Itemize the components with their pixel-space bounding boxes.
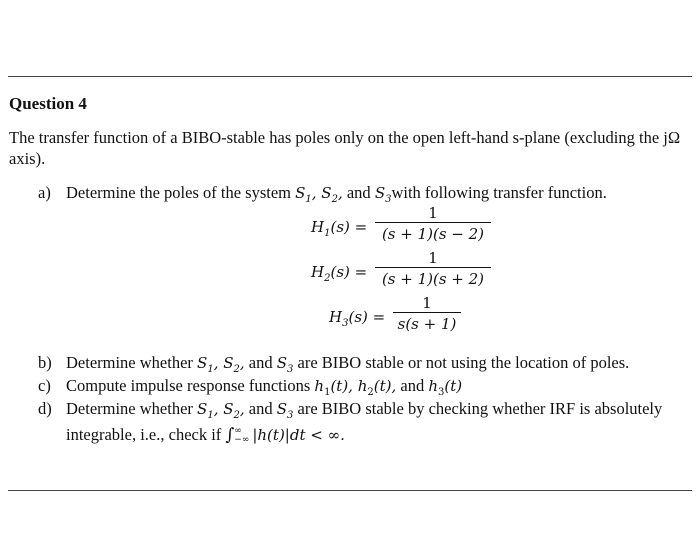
question-title: Question 4 — [9, 94, 87, 113]
part-d-continuation-line — [66, 424, 345, 446]
equation-h2-denominator: (s + 1)(s + 2) — [381, 270, 485, 288]
part-c-lead: Compute impulse response functions — [66, 376, 311, 395]
part-d-systems: $S_1$, $S_2$, — [197, 400, 245, 421]
equation-h1-numerator: 1 — [428, 204, 438, 222]
part-d-text: Determine whether $S_1$, $S_2$, and $S_3$ are BIBO stable by checking whether IRF is absolutely — [66, 399, 663, 421]
part-b-text: Determine whether $S_1$, $S_2$, and $S_3$ are BIBO stable or not using the location of poles. — [66, 353, 630, 375]
equation-h2-fraction — [375, 249, 491, 289]
part-d-continuation: integrable, i.e., check if — [66, 425, 222, 444]
part-d-tail: are BIBO stable by checking whether IRF is absolutely — [297, 399, 663, 418]
part-a-systems: $S_1$, $S_2$, — [295, 184, 343, 205]
equation-h1-denominator: (s + 1)(s − 2) — [381, 225, 485, 243]
equation-h2-lhs: $H_2(s)$ = — [311, 263, 368, 284]
equation-h2-numerator: 1 — [428, 249, 438, 267]
part-b-marker: b) — [38, 353, 52, 372]
equation-h3-fraction — [393, 294, 461, 334]
integral-upper-limit: ∞ — [234, 426, 242, 436]
part-a-marker: a) — [38, 183, 51, 202]
bottom-divider — [8, 490, 692, 491]
top-divider — [8, 76, 692, 77]
part-c-functions: $h_1(t)$, $h_2(t)$, — [314, 377, 397, 398]
part-a-lead: Determine the poles of the system — [66, 183, 291, 202]
equation-h3-denominator: s(s + 1) — [397, 315, 457, 333]
equation-h3 — [329, 294, 469, 346]
question-intro: The transfer function of a BIBO-stable has poles only on the open left-hand s-plane (excluding the jΩ axis). — [9, 128, 681, 168]
part-d-marker: d) — [38, 399, 52, 418]
integral-expression: ∫ ∞ −∞ |h(t)|dt < ∞. — [225, 425, 345, 445]
equation-h3-numerator: 1 — [422, 294, 432, 312]
part-b-tail: are BIBO stable or not using the location of poles. — [297, 353, 630, 372]
part-a-text: Determine the poles of the system $S_1$, $S_2$, and $S_3with$ following transfer function. — [66, 183, 607, 205]
part-d-lead: Determine whether — [66, 399, 193, 418]
equation-h1-lhs: $H_1(s)$ = — [311, 218, 368, 239]
part-b-lead: Determine whether — [66, 353, 193, 372]
equation-h3-lhs: $H_3(s)$ = — [329, 308, 386, 329]
equation-h1-fraction — [375, 204, 491, 244]
part-c-text: Compute impulse response functions $h_1(t)$, $h_2(t)$, and $h_3(t)$ — [66, 376, 463, 398]
part-c-marker: c) — [38, 376, 51, 395]
integral-lower-limit: −∞ — [234, 435, 250, 445]
integral-limits — [234, 427, 249, 445]
part-a-tail: with following transfer function. — [391, 183, 607, 202]
part-b-systems: $S_1$, $S_2$, — [197, 354, 245, 375]
